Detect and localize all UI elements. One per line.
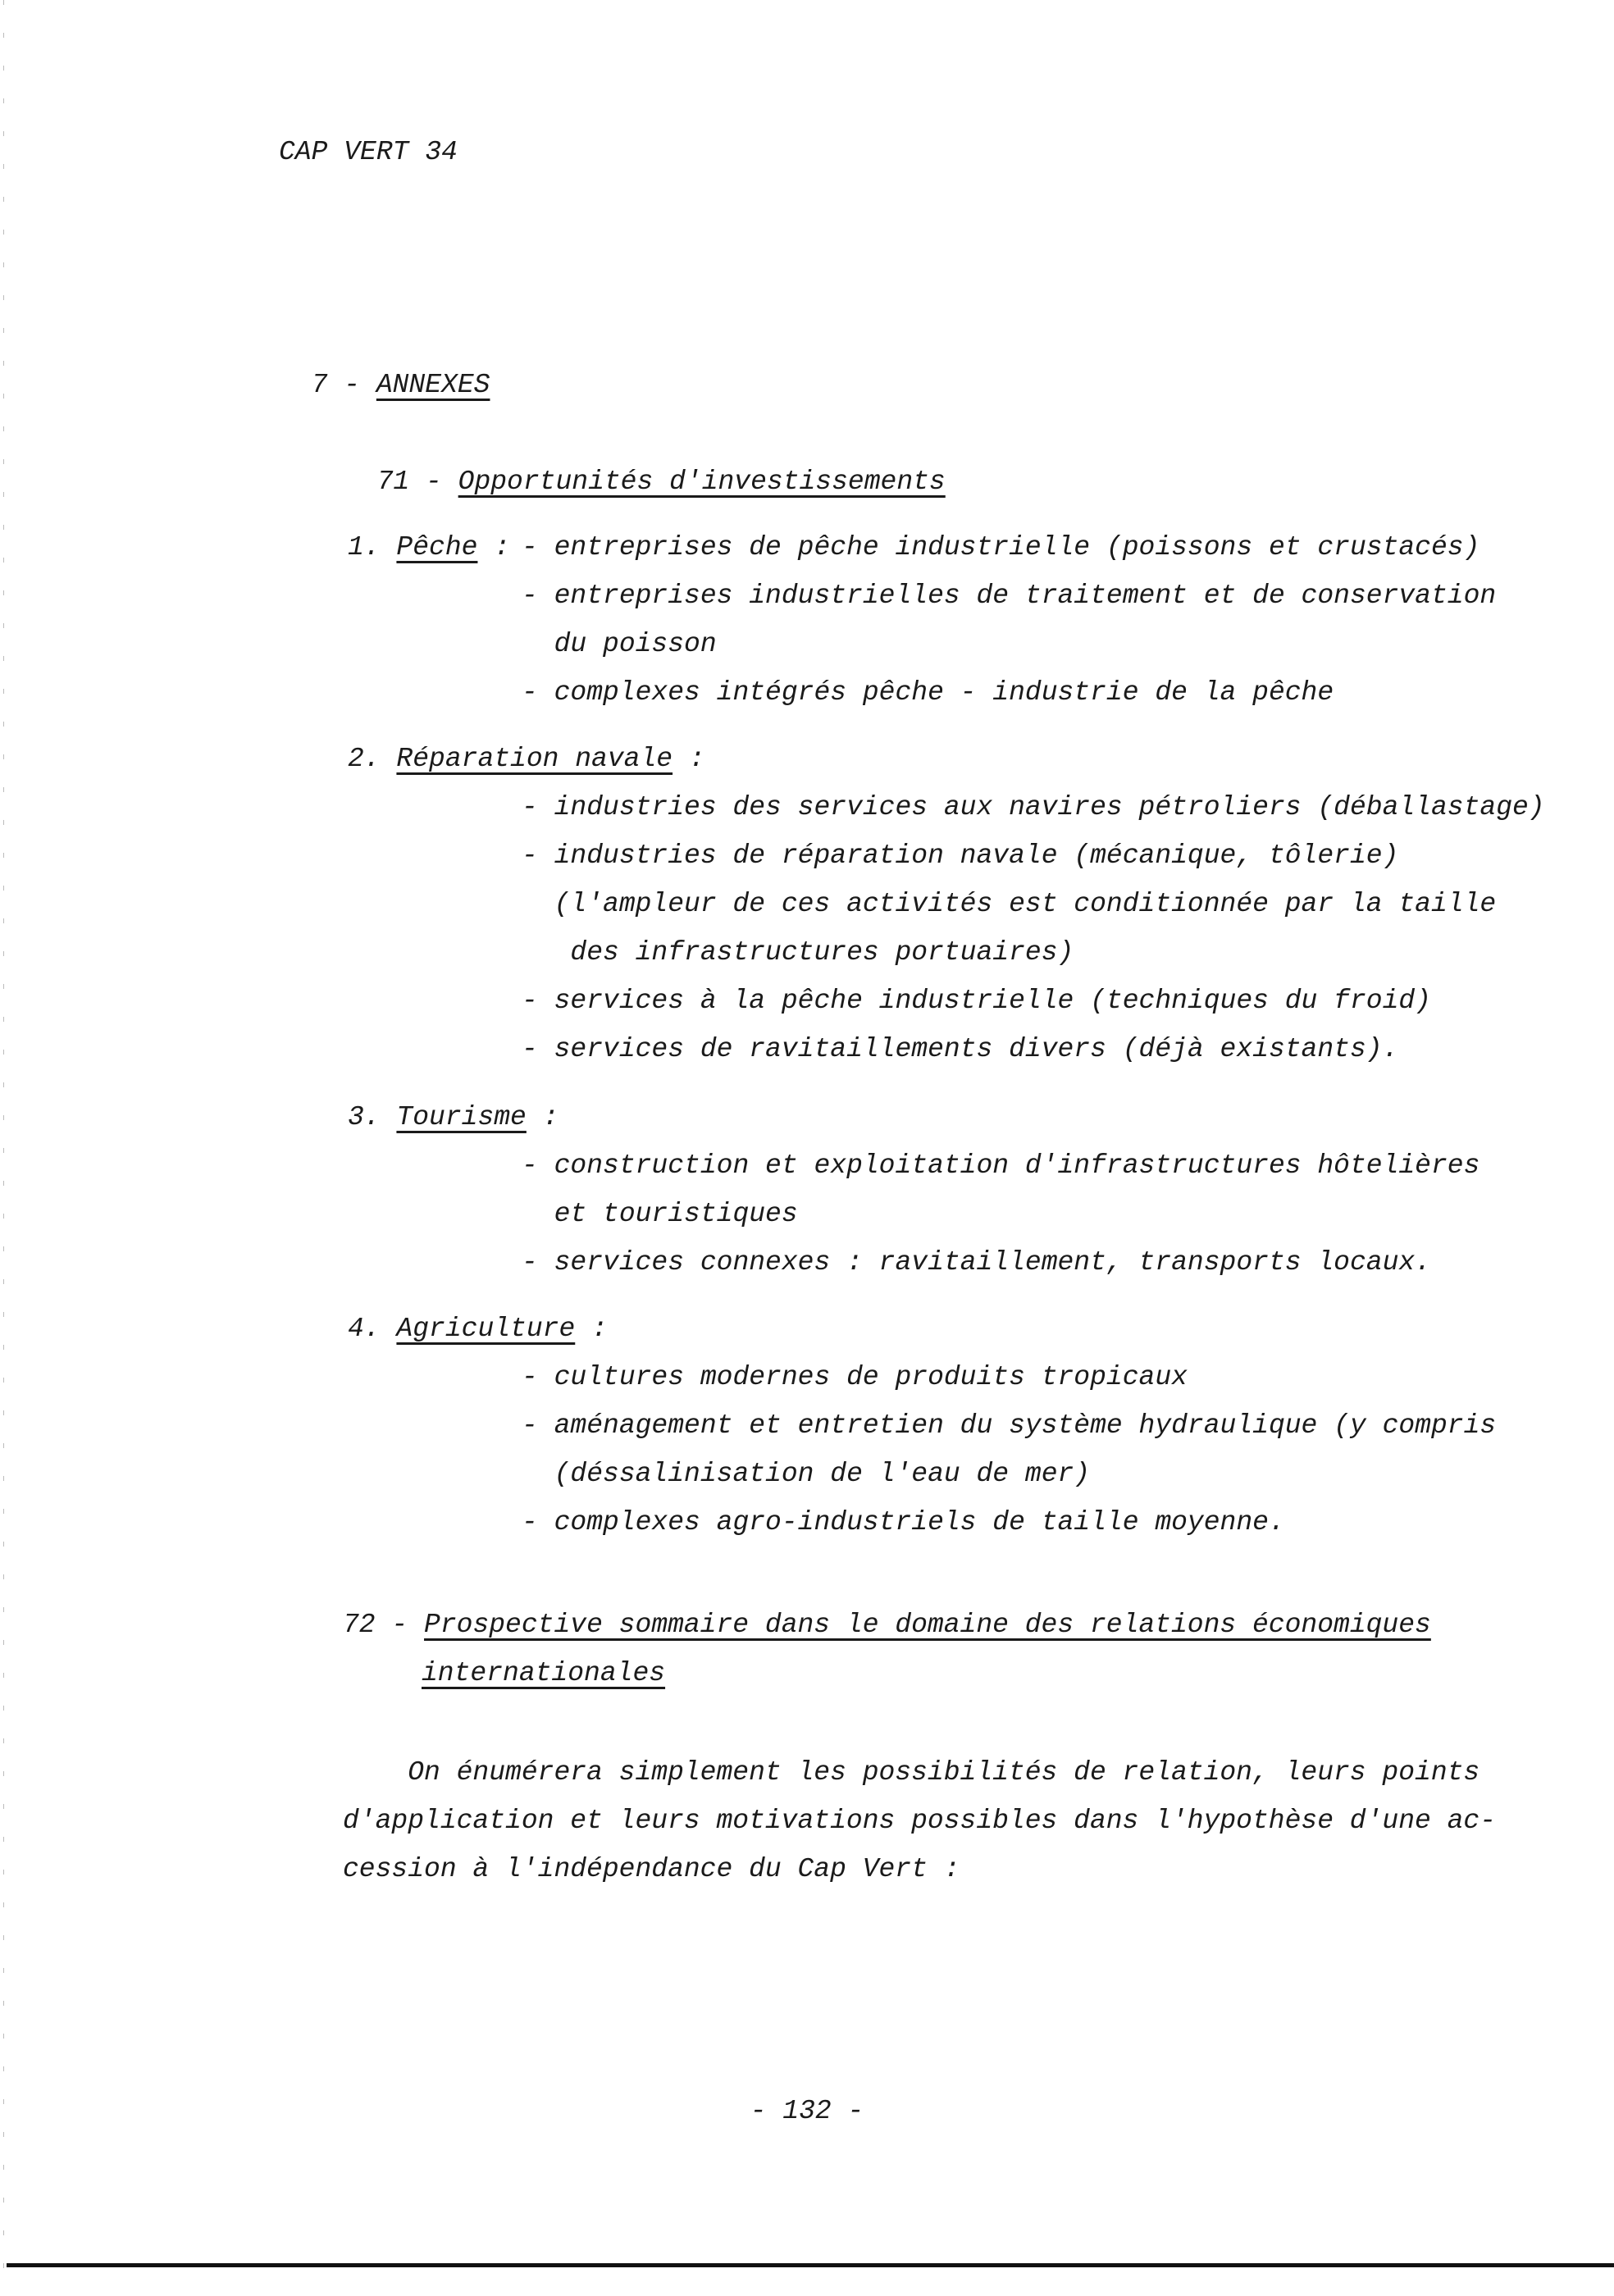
item-label: Agriculture xyxy=(396,1314,576,1344)
item-suffix: : xyxy=(575,1314,608,1344)
section-number: 7 - xyxy=(311,370,361,400)
document-code: CAP VERT 34 xyxy=(279,137,458,167)
bottom-rule xyxy=(7,2263,1614,2267)
list-line: - entreprises industrielles de traitement et de conservation xyxy=(522,581,1497,611)
item-label: Réparation navale xyxy=(396,744,673,774)
item-suffix: : xyxy=(672,744,705,774)
item-label: Pêche xyxy=(396,532,478,563)
paragraph-line: d'application et leurs motivations possibles dans l'hypothèse d'une ac- xyxy=(343,1806,1497,1836)
item-number: 2. xyxy=(348,744,381,774)
item-number: 3. xyxy=(348,1102,381,1132)
list-line: - industries de réparation navale (mécanique, tôlerie) xyxy=(522,840,1399,871)
list-line: - industries des services aux navires pétroliers (déballastage) xyxy=(522,792,1545,822)
list-line: - complexes intégrés pêche - industrie de la pêche xyxy=(522,677,1334,708)
paragraph-line: cession à l'indépendance du Cap Vert : xyxy=(343,1854,960,1884)
list-line: - services à la pêche industrielle (techniques du froid) xyxy=(522,986,1431,1016)
item-suffix: : xyxy=(477,532,511,563)
list-line: - cultures modernes de produits tropicaux xyxy=(522,1362,1188,1392)
paragraph-line: On énumérera simplement les possibilités de relation, leurs points xyxy=(343,1757,1480,1788)
section-title: Prospective sommaire dans le domaine des relations économiques xyxy=(424,1610,1431,1640)
list-line: du poisson xyxy=(522,629,717,659)
list-line: - services connexes : ravitaillement, transports locaux. xyxy=(522,1247,1431,1278)
item-peche-heading xyxy=(348,531,510,564)
item-number: 1. xyxy=(348,532,381,563)
section-number: 72 - xyxy=(343,1610,408,1640)
scan-edge xyxy=(3,0,4,2296)
list-line: - construction et exploitation d'infrastructures hôtelières xyxy=(522,1150,1480,1181)
list-line: - entreprises de pêche industrielle (poissons et crustacés) xyxy=(522,532,1480,563)
section-title: Opportunités d'investissements xyxy=(458,467,946,497)
item-reparation-heading xyxy=(348,743,705,776)
list-line: - complexes agro-industriels de taille moyenne. xyxy=(522,1507,1285,1538)
item-label: Tourisme xyxy=(396,1102,527,1132)
item-tourisme-heading xyxy=(348,1101,559,1134)
list-line: (l'ampleur de ces activités est conditionnée par la taille xyxy=(522,889,1497,919)
section-title: internationales xyxy=(422,1658,666,1688)
section-7-heading xyxy=(279,336,490,402)
section-72-heading xyxy=(343,1609,1431,1642)
list-line: - aménagement et entretien du système hydraulique (y compris xyxy=(522,1410,1497,1441)
list-line: et touristiques xyxy=(522,1199,798,1229)
item-suffix: : xyxy=(526,1102,559,1132)
list-line: des infrastructures portuaires) xyxy=(522,937,1074,968)
item-agriculture-heading xyxy=(348,1313,608,1346)
page-number: - 132 - xyxy=(750,2096,864,2126)
list-line: (déssalinisation de l'eau de mer) xyxy=(522,1459,1091,1489)
section-number: 71 - xyxy=(376,467,442,497)
section-title: ANNEXES xyxy=(376,370,490,400)
section-71-heading xyxy=(344,433,946,499)
list-line: - services de ravitaillements divers (déjà existants). xyxy=(522,1034,1399,1064)
item-number: 4. xyxy=(348,1314,381,1344)
section-72-heading-cont xyxy=(422,1657,665,1690)
